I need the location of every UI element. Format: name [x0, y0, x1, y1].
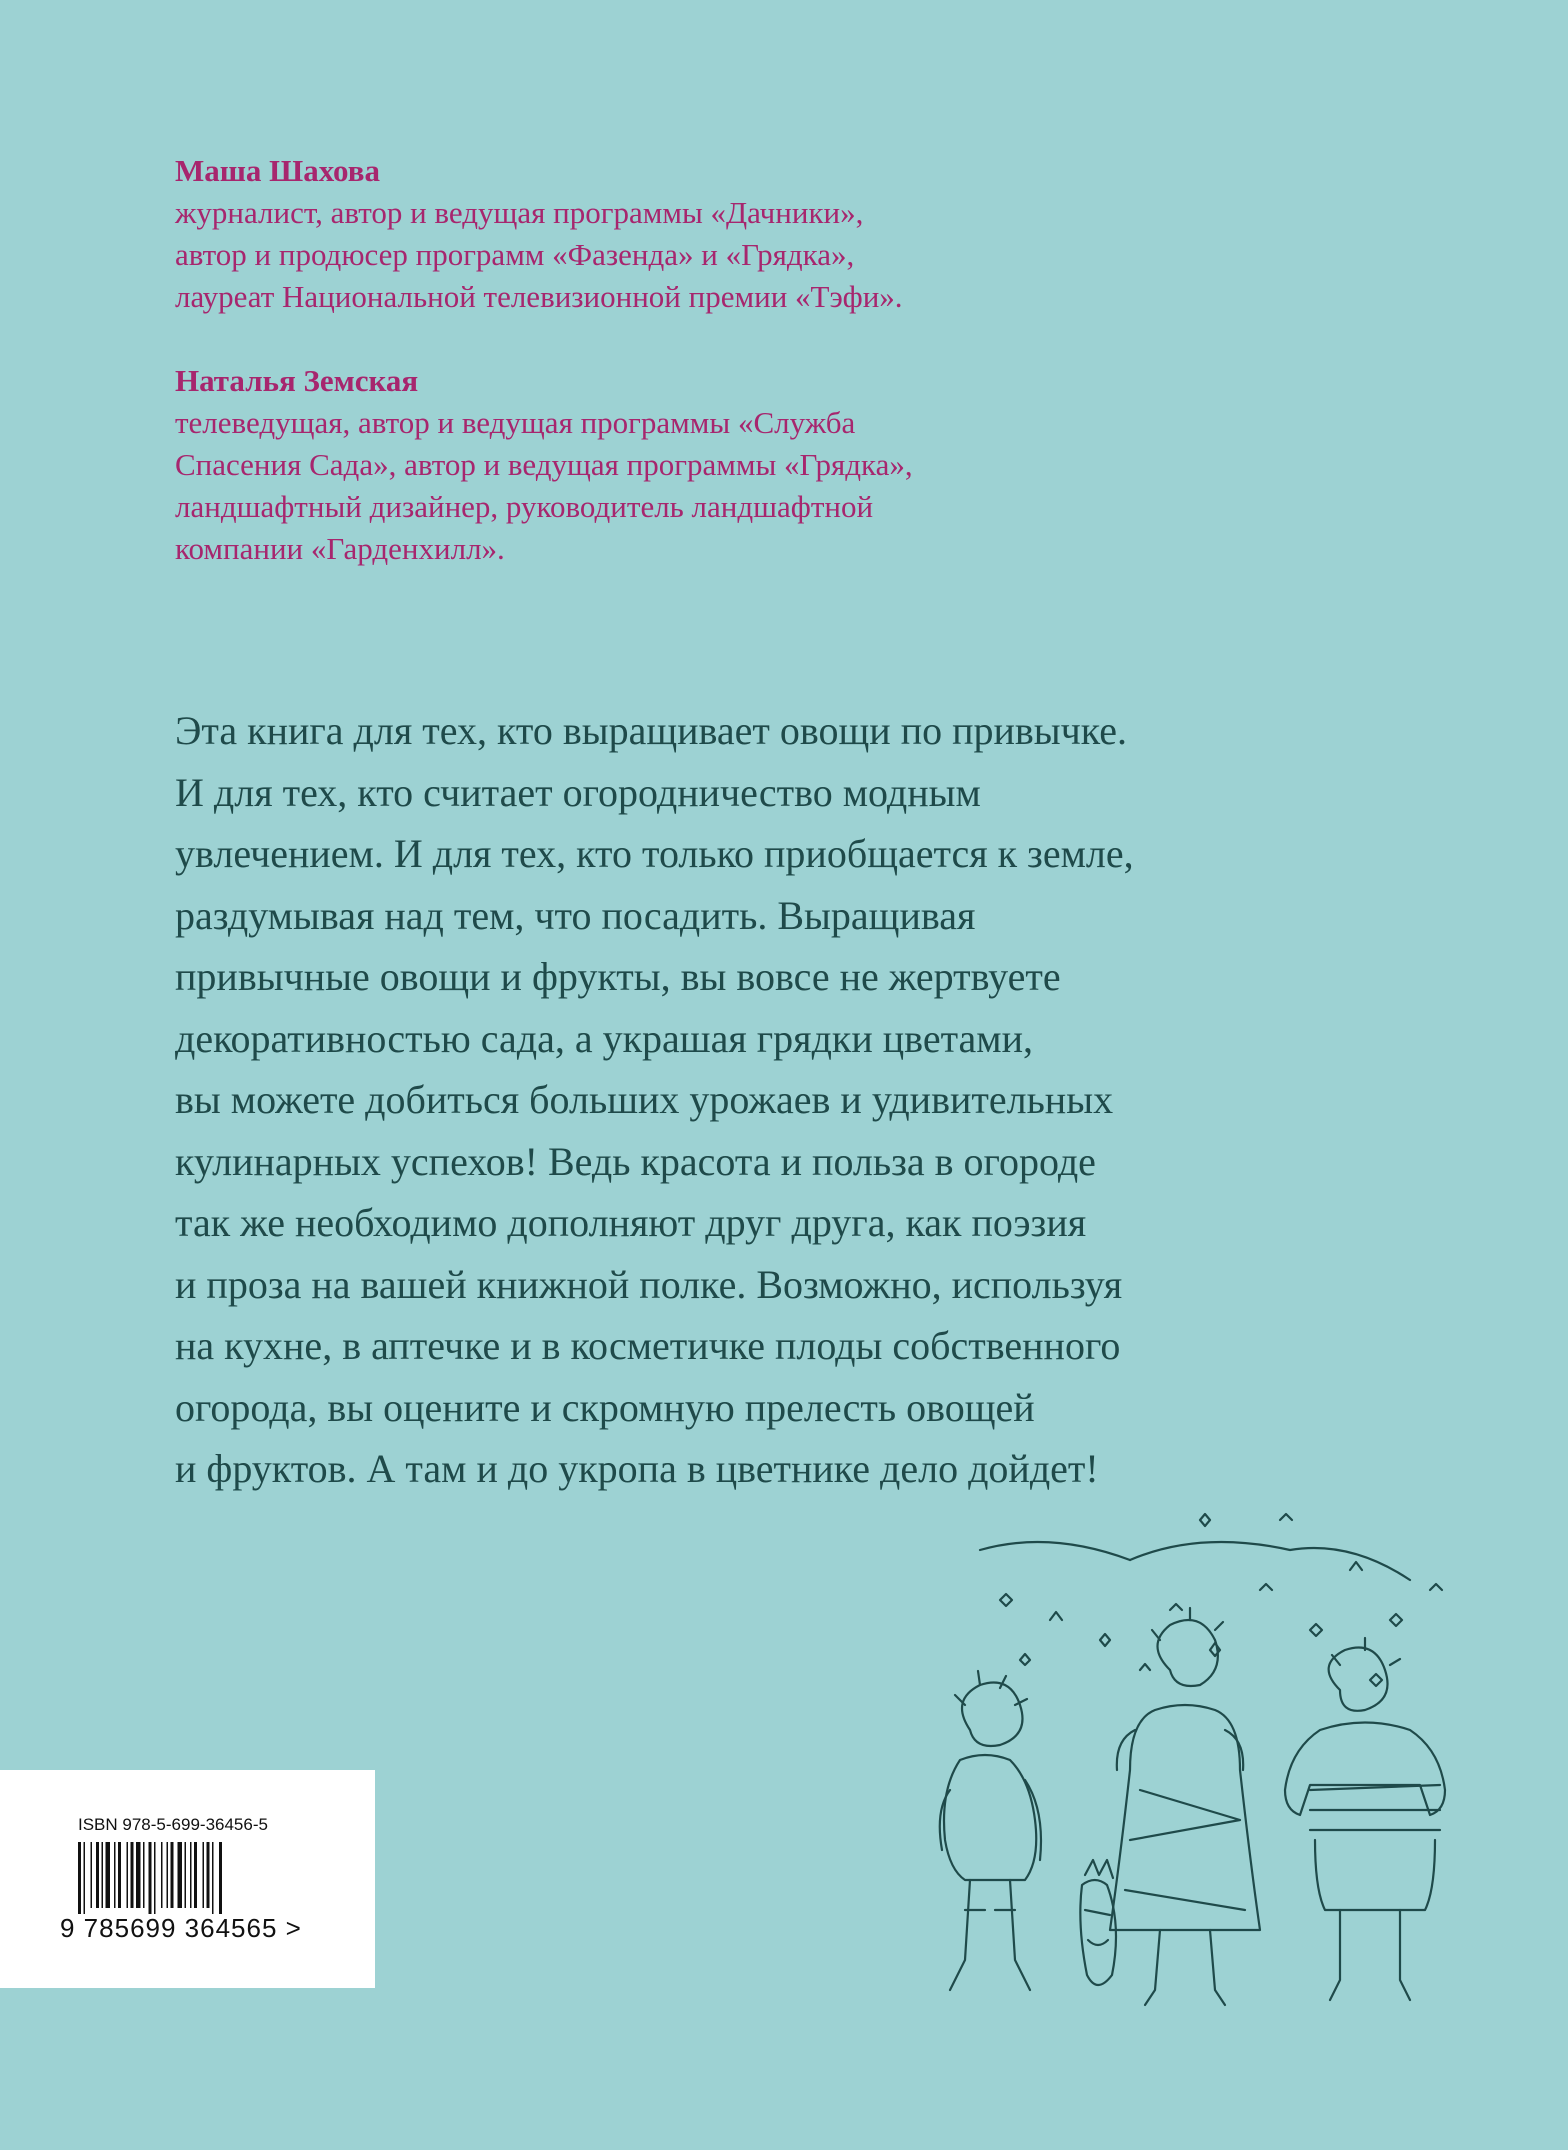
author-bio-line: журналист, автор и ведущая программы «Дачники», — [175, 195, 864, 230]
boy-figure-left — [940, 1671, 1041, 1990]
isbn-label: ISBN 978-5-699-36456-5 — [78, 1815, 268, 1834]
author-bio-line: автор и продюсер программ «Фазенда» и «Грядка», — [175, 237, 855, 272]
leaves-sketch — [980, 1514, 1442, 1686]
blurb-line: огорода, вы оцените и скромную прелесть овощей — [175, 1384, 1035, 1430]
author-name: Маша Шахова — [175, 153, 381, 188]
boy-figure-right — [1285, 1638, 1445, 2000]
author-bio — [175, 150, 1275, 318]
blurb-line: кулинарных успехов! Ведь красота и польза в огороде — [175, 1138, 1096, 1184]
blurb-line: увлечением. И для тех, кто только приобщается к земле, — [175, 831, 1134, 876]
book-blurb — [175, 700, 1425, 1500]
author-bio-line: лауреат Национальной телевизионной премии «Тэфи». — [175, 279, 903, 314]
isbn-barcode-block — [0, 1770, 375, 1988]
blurb-line: привычные овощи и фрукты, вы вовсе не жертвуете — [175, 954, 1061, 999]
author-bio-line: Спасения Сада», автор и ведущая программы «Грядка», — [175, 447, 913, 482]
author-bios — [175, 150, 1275, 612]
barcode-digits: 9 785699 364565 > — [60, 1913, 302, 1943]
author-bio-line: компании «Гарденхилл». — [175, 531, 505, 566]
children-sketch-illustration — [870, 1490, 1470, 2050]
blurb-line: Эта книга для тех, кто выращивает овощи по привычке. — [175, 708, 1127, 753]
blurb-line: и проза на вашей книжной полке. Возможно, используя — [175, 1261, 1123, 1307]
blurb-line: декоративностью сада, а украшая грядки цветами, — [175, 1015, 1034, 1061]
blurb-line: на кухне, в аптечке и в косметичке плоды собственного — [175, 1323, 1121, 1368]
girl-figure-middle — [1110, 1608, 1260, 2005]
author-bio — [175, 360, 1275, 570]
blurb-line: вы можете добиться больших урожаев и удивительных — [175, 1077, 1114, 1122]
author-bio-line: ландшафтный дизайнер, руководитель ландшафтной — [175, 489, 874, 524]
blurb-line: так же необходимо дополняют друг друга, как поэзия — [175, 1200, 1087, 1245]
barcode-icon — [78, 1842, 298, 1914]
blurb-line: И для тех, кто считает огородничество модным — [175, 769, 981, 815]
author-bio-line: телеведущая, автор и ведущая программы «Служба — [175, 405, 856, 440]
blurb-line: и фруктов. А там и до укропа в цветнике дело дойдет! — [175, 1446, 1099, 1491]
author-name: Наталья Земская — [175, 363, 419, 398]
blurb-line: раздумывая над тем, что посадить. Выращивая — [175, 892, 976, 938]
